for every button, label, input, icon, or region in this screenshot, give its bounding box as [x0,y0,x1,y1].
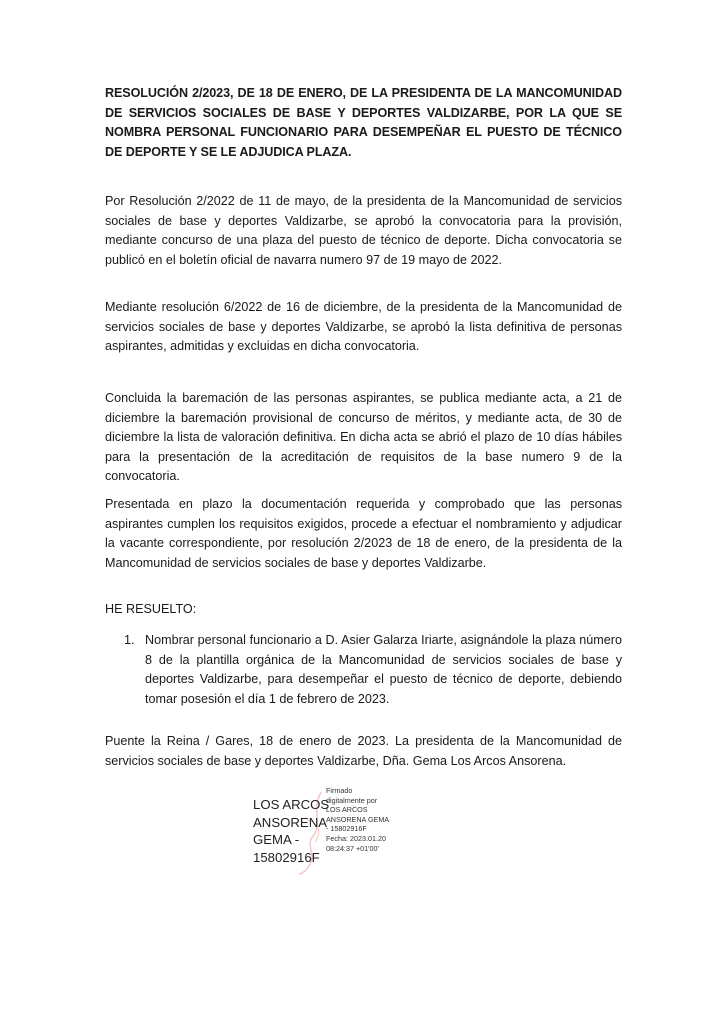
signer-name-line: 15802916F [253,849,320,865]
signature-details [326,786,406,853]
paragraph-1: Por Resolución 2/2022 de 11 de mayo, de la presidenta de la Mancomunidad de servicios sociales de base y deportes Valdizarbe, se aprobó la convocatoria para la provisión, mediante concurso de una plaza del puesto de técnico de deporte. Dicha convocatoria se publicó en el boletín oficial de navarra numero 97 de 19 mayo de 2022. [105,194,622,267]
signature-detail-line: digitalmente por [326,795,378,805]
resolution-item-text: Nombrar personal funcionario a D. Asier Galarza Iriarte, asignándole la plaza número 8 de la plantilla orgánica de la Mancomunidad de servicios sociales de base y deportes Valdizarbe, para desempeñar el puesto de técnico de deporte, debiendo tomar posesión el día 1 de febrero de 2023. [145,633,622,706]
paragraph-2: Mediante resolución 6/2022 de 16 de diciembre, de la presidenta de la Mancomunidad de servicios sociales de base y deportes Valdizarbe, se aprobó la lista definitiva de personas aspirantes, admitidas y excluidas en dicha convocatoria. [105,300,622,353]
closing-paragraph: Puente la Reina / Gares, 18 de enero de 2023. La presidenta de la Mancomunidad de servicios sociales de base y deportes Valdizarbe, Dña. Gema Los Arcos Ansorena. [105,734,622,768]
signer-name-line: GEMA - [253,832,300,847]
signer-name-line: LOS ARCOS [253,797,330,812]
signature-detail-line: LOS ARCOS [326,805,368,815]
digital-signature [253,786,413,876]
signature-detail-line: ANSORENA GEMA [326,814,390,824]
signature-detail-line: Fecha: 2023.01.20 [326,833,386,843]
signer-name-line: ANSORENA [253,814,328,830]
signature-detail-line: 08:24:37 +01'00' [326,843,379,853]
document-title: RESOLUCIÓN 2/2023, DE 18 DE ENERO, DE LA PRESIDENTA DE LA MANCOMUNIDAD DE SERVICIOS SOCIALES DE BASE Y DEPORTES VALDIZARBE, POR LA QUE SE NOMBRA PERSONAL FUNCIONARIO PARA DESEMPEÑAR EL PUESTO DE TÉCNICO DE DEPORTE Y SE LE ADJUDICA PLAZA. [105,86,622,159]
document-page [105,84,622,768]
paragraph-3: Concluida la baremación de las personas aspirantes, se publica mediante acta, a 21 de diciembre la baremación provisional de concurso de méritos, y mediante acta, de 30 de diciembre la lista de valoración definitiva. En dicha acta se abrió el plazo de 10 días hábiles para la presentación de la acreditación de requisitos de la base numero 9 de la convocatoria. [105,391,622,483]
paragraph-4: Presentada en plazo la documentación requerida y comprobado que las personas aspirantes cumplen los requisitos exigidos, procede a efectuar el nombramiento y adjudicar la vacante correspondiente, por resolución 2/2023 de 18 de enero, de la presidenta de la Mancomunidad de servicios sociales de base y deportes Valdizarbe. [105,497,622,570]
resolved-heading: HE RESUELTO: [105,602,197,616]
signature-detail-line: - 15802916F [326,824,367,834]
signature-detail-line: Firmado [326,786,353,795]
resolution-item-number: 1. [124,633,135,647]
signer-name [253,796,330,866]
